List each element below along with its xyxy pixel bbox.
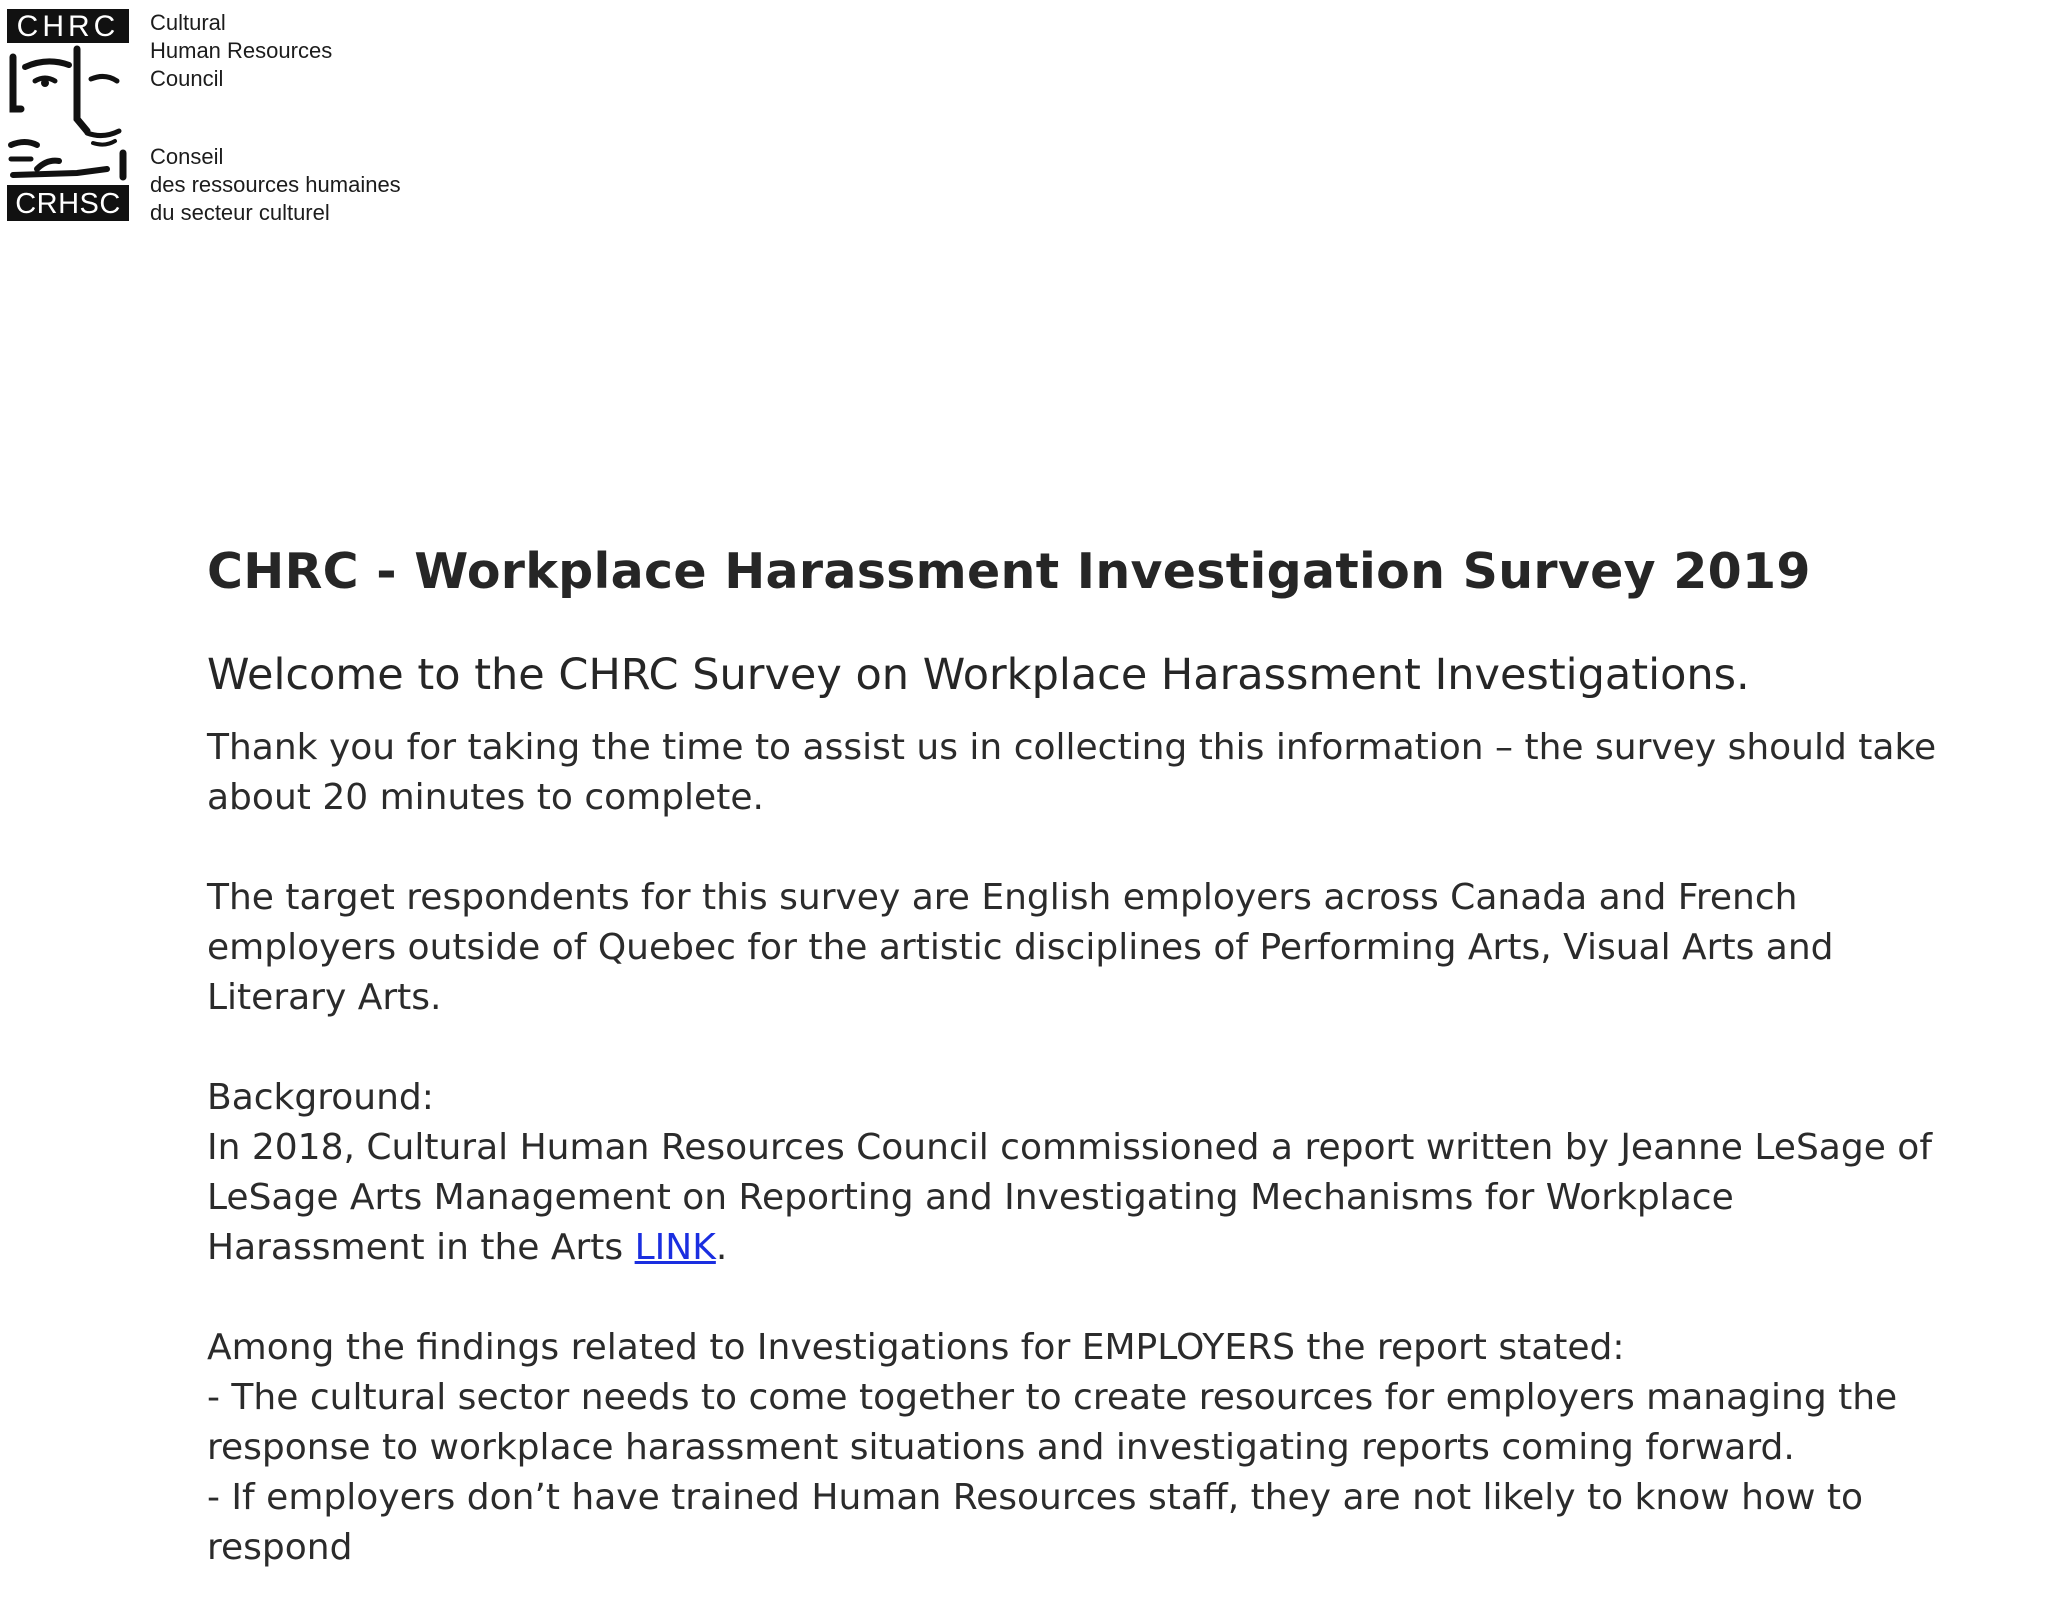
report-link[interactable]: LINK xyxy=(634,1227,716,1268)
logo-en-line-1: Cultural xyxy=(150,10,226,35)
survey-intro xyxy=(207,540,1947,1623)
background-paragraph xyxy=(207,1073,1947,1273)
logo-fr-line-3: du secteur culturel xyxy=(150,200,330,225)
logo-wordmark xyxy=(150,9,401,227)
intro-paragraph: Thank you for taking the time to assist us in collecting this information – the survey should take about 20 minutes to complete. xyxy=(207,727,1937,818)
background-heading: Background: xyxy=(207,1077,434,1118)
logo-fr-line-1: Conseil xyxy=(150,144,224,169)
logo-french-name xyxy=(150,143,401,227)
logo-fr-line-2: des ressources humaines xyxy=(150,172,401,197)
welcome-heading: Welcome to the CHRC Survey on Workplace Harassment Investigations. xyxy=(207,650,1750,700)
chrc-face-logo-icon xyxy=(7,9,129,221)
survey-description xyxy=(207,723,1947,1573)
logo-en-line-2: Human Resources xyxy=(150,38,333,63)
survey-title: CHRC - Workplace Harassment Investigation Survey 2019 xyxy=(207,543,1811,600)
logo-en-line-3: Council xyxy=(150,66,224,91)
finding-item-1: - The cultural sector needs to come together to create resources for employers managing the response to workplace harassment situations and investigating reports coming forward. xyxy=(207,1377,1898,1468)
logo-chrc-letters: CHRC xyxy=(16,10,120,43)
logo-crhsc-letters: CRHSC xyxy=(15,188,121,220)
finding-item-2: - If employers don’t have trained Human Resources staff, they are not likely to know how to respond xyxy=(207,1477,1863,1568)
findings-paragraph xyxy=(207,1323,1947,1573)
background-text: In 2018, Cultural Human Resources Council commissioned a report written by Jeanne LeSage of LeSage Arts Management on Reporting and Investigating Mechanisms for Workplace Harassment in the Arts xyxy=(207,1127,1932,1268)
chrc-logo xyxy=(7,9,401,227)
target-paragraph: The target respondents for this survey are English employers across Canada and French employers outside of Quebec for the artistic disciplines of Performing Arts, Visual Arts and Literary Arts. xyxy=(207,877,1834,1018)
findings-heading: Among the findings related to Investigations for EMPLOYERS the report stated: xyxy=(207,1327,1625,1368)
logo-english-name xyxy=(150,9,401,93)
background-end: . xyxy=(715,1227,728,1268)
